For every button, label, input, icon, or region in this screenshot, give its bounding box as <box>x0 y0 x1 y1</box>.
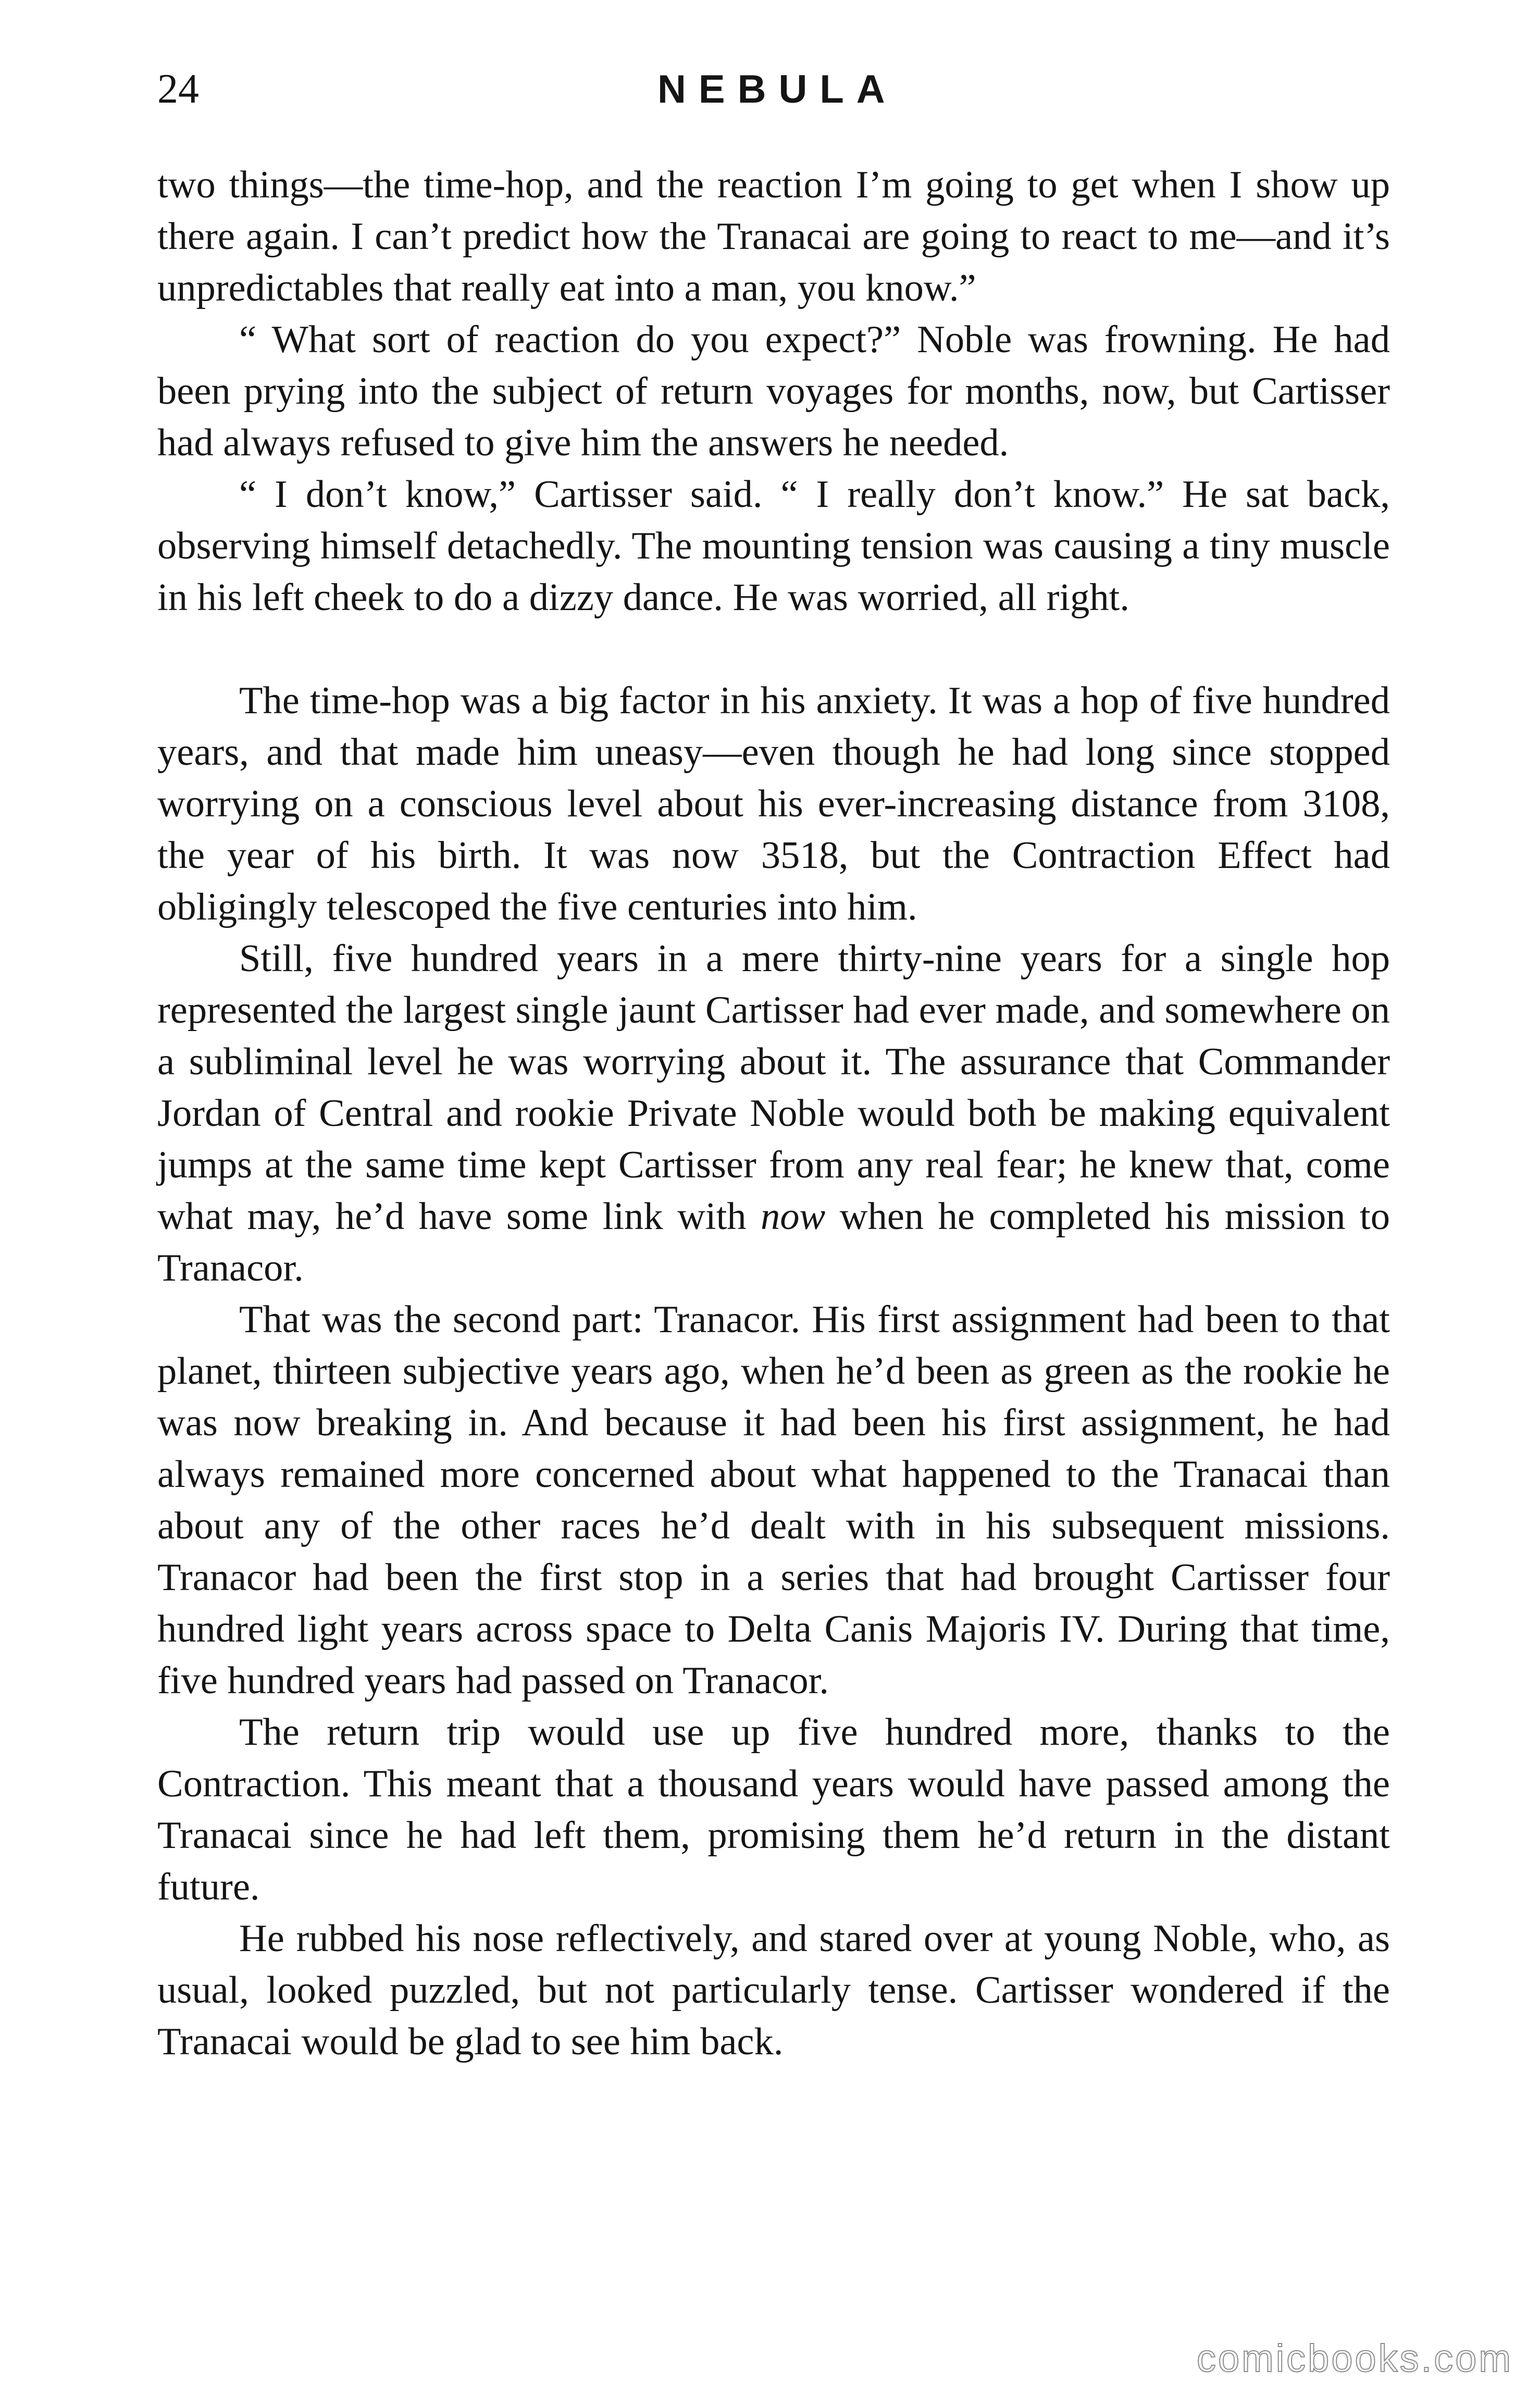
paragraph <box>157 933 1390 1294</box>
body-text <box>157 159 1390 2068</box>
italic-word: now <box>761 1195 826 1238</box>
paragraph: “ What sort of reaction do you expect?” Noble was frowning. He had been prying into the subject of return voyages for months, now, but Cartisser had always refused to give him the answers he needed. <box>157 318 1390 464</box>
paragraph-text: Still, five hundred years in a mere thirty-nine years for a single hop represented the largest single jaunt Cartisser had ever made, and somewhere on a subliminal level he was worrying about it. The assurance that Commander Jordan of Central and rookie Private Noble would both be making equivalent jumps at the same time kept Cartisser from any real fear; he knew that, come what may, he’d have some link with <box>157 937 1390 1238</box>
paragraph: That was the second part: Tranacor. His first assignment had been to that planet, thirteen subjective years ago, when he’d been as green as the rookie he was now breaking in. And because it had been his first assignment, he had always remained more concerned about what happened to the Tranacai than about any of the other races he’d dealt with in his subsequent missions. Tranacor had been the first stop in a series that had brought Cartisser four hundred light years across space to Delta Canis Majoris IV. During that time, five hundred years had passed on Tranacor. <box>157 1298 1390 1702</box>
paragraph: He rubbed his nose reflectively, and stared over at young Noble, who, as usual, looked puzzled, but not particularly tense. Cartisser wondered if the Tranacai would be glad to see him back. <box>157 1917 1390 2063</box>
running-head: NEBULA <box>657 67 898 111</box>
watermark: comicbooks.com <box>1196 2337 1513 2380</box>
page-number: 24 <box>157 66 199 112</box>
paragraph: “ I don’t know,” Cartisser said. “ I really don’t know.” He sat back, observing himself detachedly. The mounting tension was causing a tiny muscle in his left cheek to do a dizzy dance. He was worried, all right. <box>157 473 1390 619</box>
paragraph-text: when he completed his mission to Tranacor. <box>157 1195 1390 1289</box>
paragraph: two things—the time-hop, and the reaction I’m going to get when I show up there again. I can’t predict how the Tranacai are going to react to me—and it’s unpredictables that really eat into a man, you know.” <box>157 164 1390 309</box>
paragraph: The time-hop was a big factor in his anxiety. It was a hop of five hundred years, and that made him uneasy—even though he had long since stopped worrying on a conscious level about his ever-increasing distance from 3108, the year of his birth. It was now 3518, but the Contraction Effect had obligingly telescoped the five centuries into him. <box>157 679 1390 928</box>
paragraph: The return trip would use up five hundred more, thanks to the Contraction. This meant that a thousand years would have passed among the Tranacai since he had left them, promising them he’d return in the distant future. <box>157 1711 1390 1908</box>
